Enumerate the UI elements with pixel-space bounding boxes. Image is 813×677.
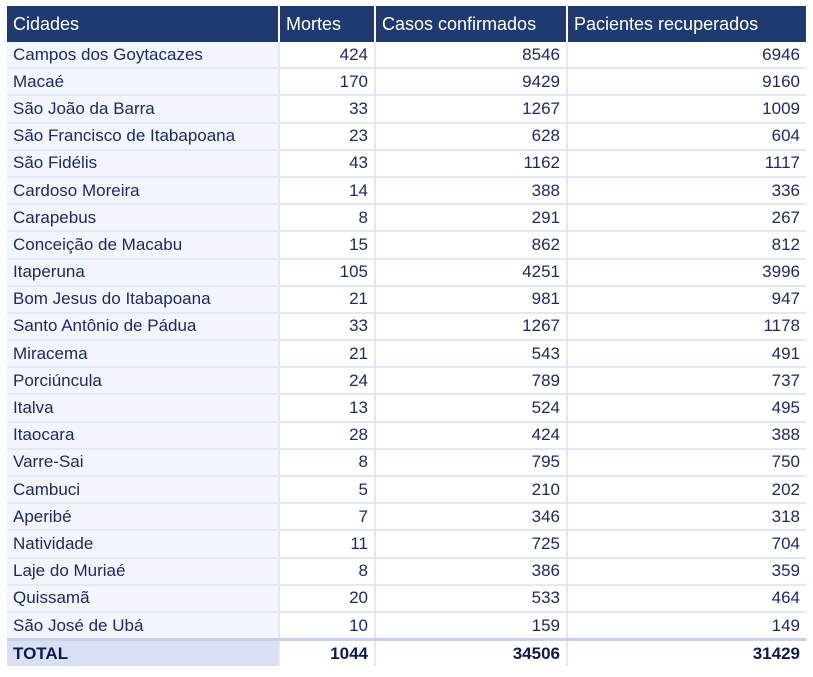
table-row <box>7 422 806 449</box>
table-row <box>7 259 806 286</box>
header-casos-confirmados: Casos confirmados <box>375 6 567 42</box>
confirmed-cases: 424 <box>375 422 567 449</box>
deaths: 10 <box>279 612 375 640</box>
total-deaths: 1044 <box>279 640 375 667</box>
deaths: 15 <box>279 231 375 258</box>
deaths: 21 <box>279 286 375 313</box>
total-row <box>7 640 806 667</box>
table-row <box>7 612 806 640</box>
city-name: Laje do Muriaé <box>7 558 279 585</box>
deaths: 13 <box>279 394 375 421</box>
city-name: Varre-Sai <box>7 449 279 476</box>
deaths: 21 <box>279 340 375 367</box>
deaths: 20 <box>279 585 375 612</box>
recovered-patients: 464 <box>567 585 806 612</box>
deaths: 43 <box>279 150 375 177</box>
table-row <box>7 286 806 313</box>
table-row <box>7 340 806 367</box>
table-row <box>7 150 806 177</box>
deaths: 105 <box>279 259 375 286</box>
confirmed-cases: 981 <box>375 286 567 313</box>
total-label: TOTAL <box>7 640 279 667</box>
confirmed-cases: 725 <box>375 530 567 557</box>
recovered-patients: 267 <box>567 204 806 231</box>
city-name: Italva <box>7 394 279 421</box>
deaths: 33 <box>279 95 375 122</box>
recovered-patients: 704 <box>567 530 806 557</box>
city-name: Natividade <box>7 530 279 557</box>
confirmed-cases: 8546 <box>375 42 567 68</box>
deaths: 28 <box>279 422 375 449</box>
city-name: Santo Antônio de Pádua <box>7 313 279 340</box>
city-name: Carapebus <box>7 204 279 231</box>
table-body <box>7 42 806 640</box>
deaths: 424 <box>279 42 375 68</box>
table-row <box>7 558 806 585</box>
city-name: Macaé <box>7 68 279 95</box>
city-name: Quissamã <box>7 585 279 612</box>
deaths: 24 <box>279 367 375 394</box>
city-name: Bom Jesus do Itabapoana <box>7 286 279 313</box>
confirmed-cases: 4251 <box>375 259 567 286</box>
header-cidades: Cidades <box>7 6 279 42</box>
confirmed-cases: 159 <box>375 612 567 640</box>
recovered-patients: 491 <box>567 340 806 367</box>
city-name: São João da Barra <box>7 95 279 122</box>
confirmed-cases: 862 <box>375 231 567 258</box>
table-row <box>7 503 806 530</box>
city-name: Campos dos Goytacazes <box>7 42 279 68</box>
confirmed-cases: 388 <box>375 177 567 204</box>
table-row <box>7 394 806 421</box>
confirmed-cases: 628 <box>375 123 567 150</box>
deaths: 7 <box>279 503 375 530</box>
recovered-patients: 336 <box>567 177 806 204</box>
recovered-patients: 359 <box>567 558 806 585</box>
header-pacientes-recuperados: Pacientes recuperados <box>567 6 806 42</box>
deaths: 11 <box>279 530 375 557</box>
table-row <box>7 231 806 258</box>
recovered-patients: 947 <box>567 286 806 313</box>
table-row <box>7 530 806 557</box>
confirmed-cases: 291 <box>375 204 567 231</box>
deaths: 8 <box>279 558 375 585</box>
confirmed-cases: 533 <box>375 585 567 612</box>
city-name: Conceição de Macabu <box>7 231 279 258</box>
table-row <box>7 95 806 122</box>
table-row <box>7 123 806 150</box>
covid-table-container <box>7 6 806 666</box>
city-name: Itaperuna <box>7 259 279 286</box>
table-row <box>7 204 806 231</box>
recovered-patients: 388 <box>567 422 806 449</box>
recovered-patients: 750 <box>567 449 806 476</box>
city-name: São Francisco de Itabapoana <box>7 123 279 150</box>
header-row <box>7 6 806 42</box>
table-row <box>7 68 806 95</box>
city-name: São José de Ubá <box>7 612 279 640</box>
deaths: 170 <box>279 68 375 95</box>
recovered-patients: 149 <box>567 612 806 640</box>
city-name: Itaocara <box>7 422 279 449</box>
deaths: 8 <box>279 204 375 231</box>
total-recovered-patients: 31429 <box>567 640 806 667</box>
city-name: Porciúncula <box>7 367 279 394</box>
confirmed-cases: 1267 <box>375 313 567 340</box>
confirmed-cases: 543 <box>375 340 567 367</box>
city-name: Miracema <box>7 340 279 367</box>
recovered-patients: 495 <box>567 394 806 421</box>
confirmed-cases: 1267 <box>375 95 567 122</box>
deaths: 8 <box>279 449 375 476</box>
table-row <box>7 367 806 394</box>
recovered-patients: 6946 <box>567 42 806 68</box>
deaths: 23 <box>279 123 375 150</box>
deaths: 14 <box>279 177 375 204</box>
table-row <box>7 449 806 476</box>
recovered-patients: 812 <box>567 231 806 258</box>
table-row <box>7 476 806 503</box>
deaths: 33 <box>279 313 375 340</box>
recovered-patients: 1009 <box>567 95 806 122</box>
confirmed-cases: 386 <box>375 558 567 585</box>
total-confirmed-cases: 34506 <box>375 640 567 667</box>
city-name: São Fidélis <box>7 150 279 177</box>
confirmed-cases: 524 <box>375 394 567 421</box>
recovered-patients: 604 <box>567 123 806 150</box>
confirmed-cases: 795 <box>375 449 567 476</box>
confirmed-cases: 346 <box>375 503 567 530</box>
table-row <box>7 313 806 340</box>
recovered-patients: 202 <box>567 476 806 503</box>
confirmed-cases: 789 <box>375 367 567 394</box>
covid-cities-table <box>7 6 806 666</box>
confirmed-cases: 9429 <box>375 68 567 95</box>
recovered-patients: 737 <box>567 367 806 394</box>
city-name: Cambuci <box>7 476 279 503</box>
table-row <box>7 177 806 204</box>
recovered-patients: 318 <box>567 503 806 530</box>
recovered-patients: 1178 <box>567 313 806 340</box>
table-row <box>7 585 806 612</box>
recovered-patients: 3996 <box>567 259 806 286</box>
confirmed-cases: 210 <box>375 476 567 503</box>
table-row <box>7 42 806 68</box>
city-name: Cardoso Moreira <box>7 177 279 204</box>
recovered-patients: 1117 <box>567 150 806 177</box>
city-name: Aperibé <box>7 503 279 530</box>
deaths: 5 <box>279 476 375 503</box>
recovered-patients: 9160 <box>567 68 806 95</box>
confirmed-cases: 1162 <box>375 150 567 177</box>
header-mortes: Mortes <box>279 6 375 42</box>
